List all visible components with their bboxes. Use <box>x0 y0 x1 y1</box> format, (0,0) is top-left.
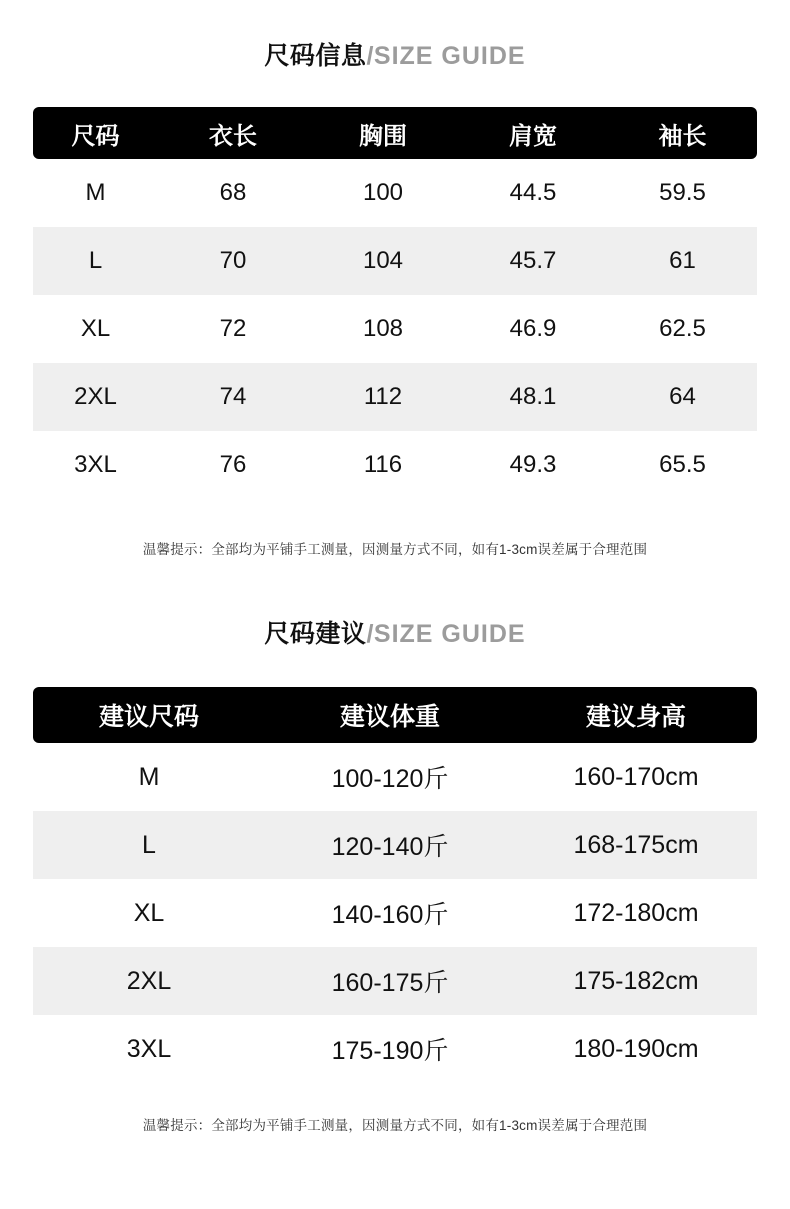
column-header-recommended-height: 建议身高 <box>515 687 757 743</box>
table-header-row <box>33 107 757 159</box>
cell-recommended-weight: 175-190斤 <box>265 1015 515 1083</box>
table-row <box>33 227 757 295</box>
cell-sleeve: 61 <box>608 227 757 295</box>
cell-sleeve: 65.5 <box>608 431 757 499</box>
table-row <box>33 363 757 431</box>
cell-recommended-height: 168-175cm <box>515 811 757 879</box>
cell-recommended-size: XL <box>33 879 265 947</box>
cell-recommended-size: 3XL <box>33 1015 265 1083</box>
size-info-table-head <box>33 107 757 159</box>
table-row <box>33 811 757 879</box>
cell-length: 76 <box>158 431 308 499</box>
cell-size: L <box>33 227 158 295</box>
size-info-heading-cn: 尺码信息 <box>264 42 367 70</box>
cell-shoulder: 46.9 <box>458 295 608 363</box>
cell-recommended-height: 172-180cm <box>515 879 757 947</box>
cell-size: M <box>33 159 158 227</box>
cell-bust: 116 <box>308 431 458 499</box>
table-header-row <box>33 687 757 743</box>
size-recommendation-table <box>33 687 757 1083</box>
column-header-shoulder: 肩宽 <box>458 107 608 159</box>
size-recommendation-table-head <box>33 687 757 743</box>
size-recommendation-heading-slash: / <box>366 620 374 648</box>
column-header-length: 衣长 <box>158 107 308 159</box>
size-info-heading-en: SIZE GUIDE <box>373 42 526 70</box>
cell-shoulder: 45.7 <box>458 227 608 295</box>
cell-recommended-weight: 100-120斤 <box>265 743 515 811</box>
size-recommendation-note: 温馨提示：全部均为平铺手工测量，因测量方式不同，如有1-3cm误差属于合理范围 <box>142 1118 648 1133</box>
cell-bust: 108 <box>308 295 458 363</box>
cell-sleeve: 62.5 <box>608 295 757 363</box>
column-header-sleeve: 袖长 <box>608 107 757 159</box>
cell-bust: 100 <box>308 159 458 227</box>
table-row <box>33 743 757 811</box>
cell-size: 2XL <box>33 363 158 431</box>
cell-length: 74 <box>158 363 308 431</box>
size-info-table-body <box>33 159 757 499</box>
table-row <box>33 947 757 1015</box>
cell-length: 72 <box>158 295 308 363</box>
cell-recommended-weight: 120-140斤 <box>265 811 515 879</box>
cell-length: 68 <box>158 159 308 227</box>
cell-size: 3XL <box>33 431 158 499</box>
size-recommendation-heading-en: SIZE GUIDE <box>373 620 526 648</box>
table-row <box>33 431 757 499</box>
cell-recommended-weight: 140-160斤 <box>265 879 515 947</box>
column-header-size: 尺码 <box>33 107 158 159</box>
size-info-heading <box>0 44 790 69</box>
table-row <box>33 159 757 227</box>
cell-bust: 112 <box>308 363 458 431</box>
size-info-table <box>33 107 757 499</box>
cell-size: XL <box>33 295 158 363</box>
table-row <box>33 1015 757 1083</box>
cell-shoulder: 48.1 <box>458 363 608 431</box>
column-header-recommended-size: 建议尺码 <box>33 687 265 743</box>
cell-shoulder: 49.3 <box>458 431 608 499</box>
cell-bust: 104 <box>308 227 458 295</box>
cell-length: 70 <box>158 227 308 295</box>
size-recommendation-table-body <box>33 743 757 1083</box>
column-header-recommended-weight: 建议体重 <box>265 687 515 743</box>
cell-sleeve: 59.5 <box>608 159 757 227</box>
cell-recommended-size: M <box>33 743 265 811</box>
cell-recommended-size: L <box>33 811 265 879</box>
cell-recommended-height: 160-170cm <box>515 743 757 811</box>
size-info-table-wrap <box>33 107 757 499</box>
cell-recommended-height: 180-190cm <box>515 1015 757 1083</box>
size-info-heading-slash: / <box>366 42 374 70</box>
table-row <box>33 879 757 947</box>
column-header-bust: 胸围 <box>308 107 458 159</box>
table-row <box>33 295 757 363</box>
cell-recommended-size: 2XL <box>33 947 265 1015</box>
size-recommendation-heading-cn: 尺码建议 <box>264 620 367 648</box>
size-info-note: 温馨提示：全部均为平铺手工测量，因测量方式不同，如有1-3cm误差属于合理范围 <box>142 542 648 557</box>
size-recommendation-heading <box>0 622 790 647</box>
cell-shoulder: 44.5 <box>458 159 608 227</box>
cell-recommended-height: 175-182cm <box>515 947 757 1015</box>
cell-recommended-weight: 160-175斤 <box>265 947 515 1015</box>
cell-sleeve: 64 <box>608 363 757 431</box>
size-recommendation-table-wrap <box>33 687 757 1083</box>
